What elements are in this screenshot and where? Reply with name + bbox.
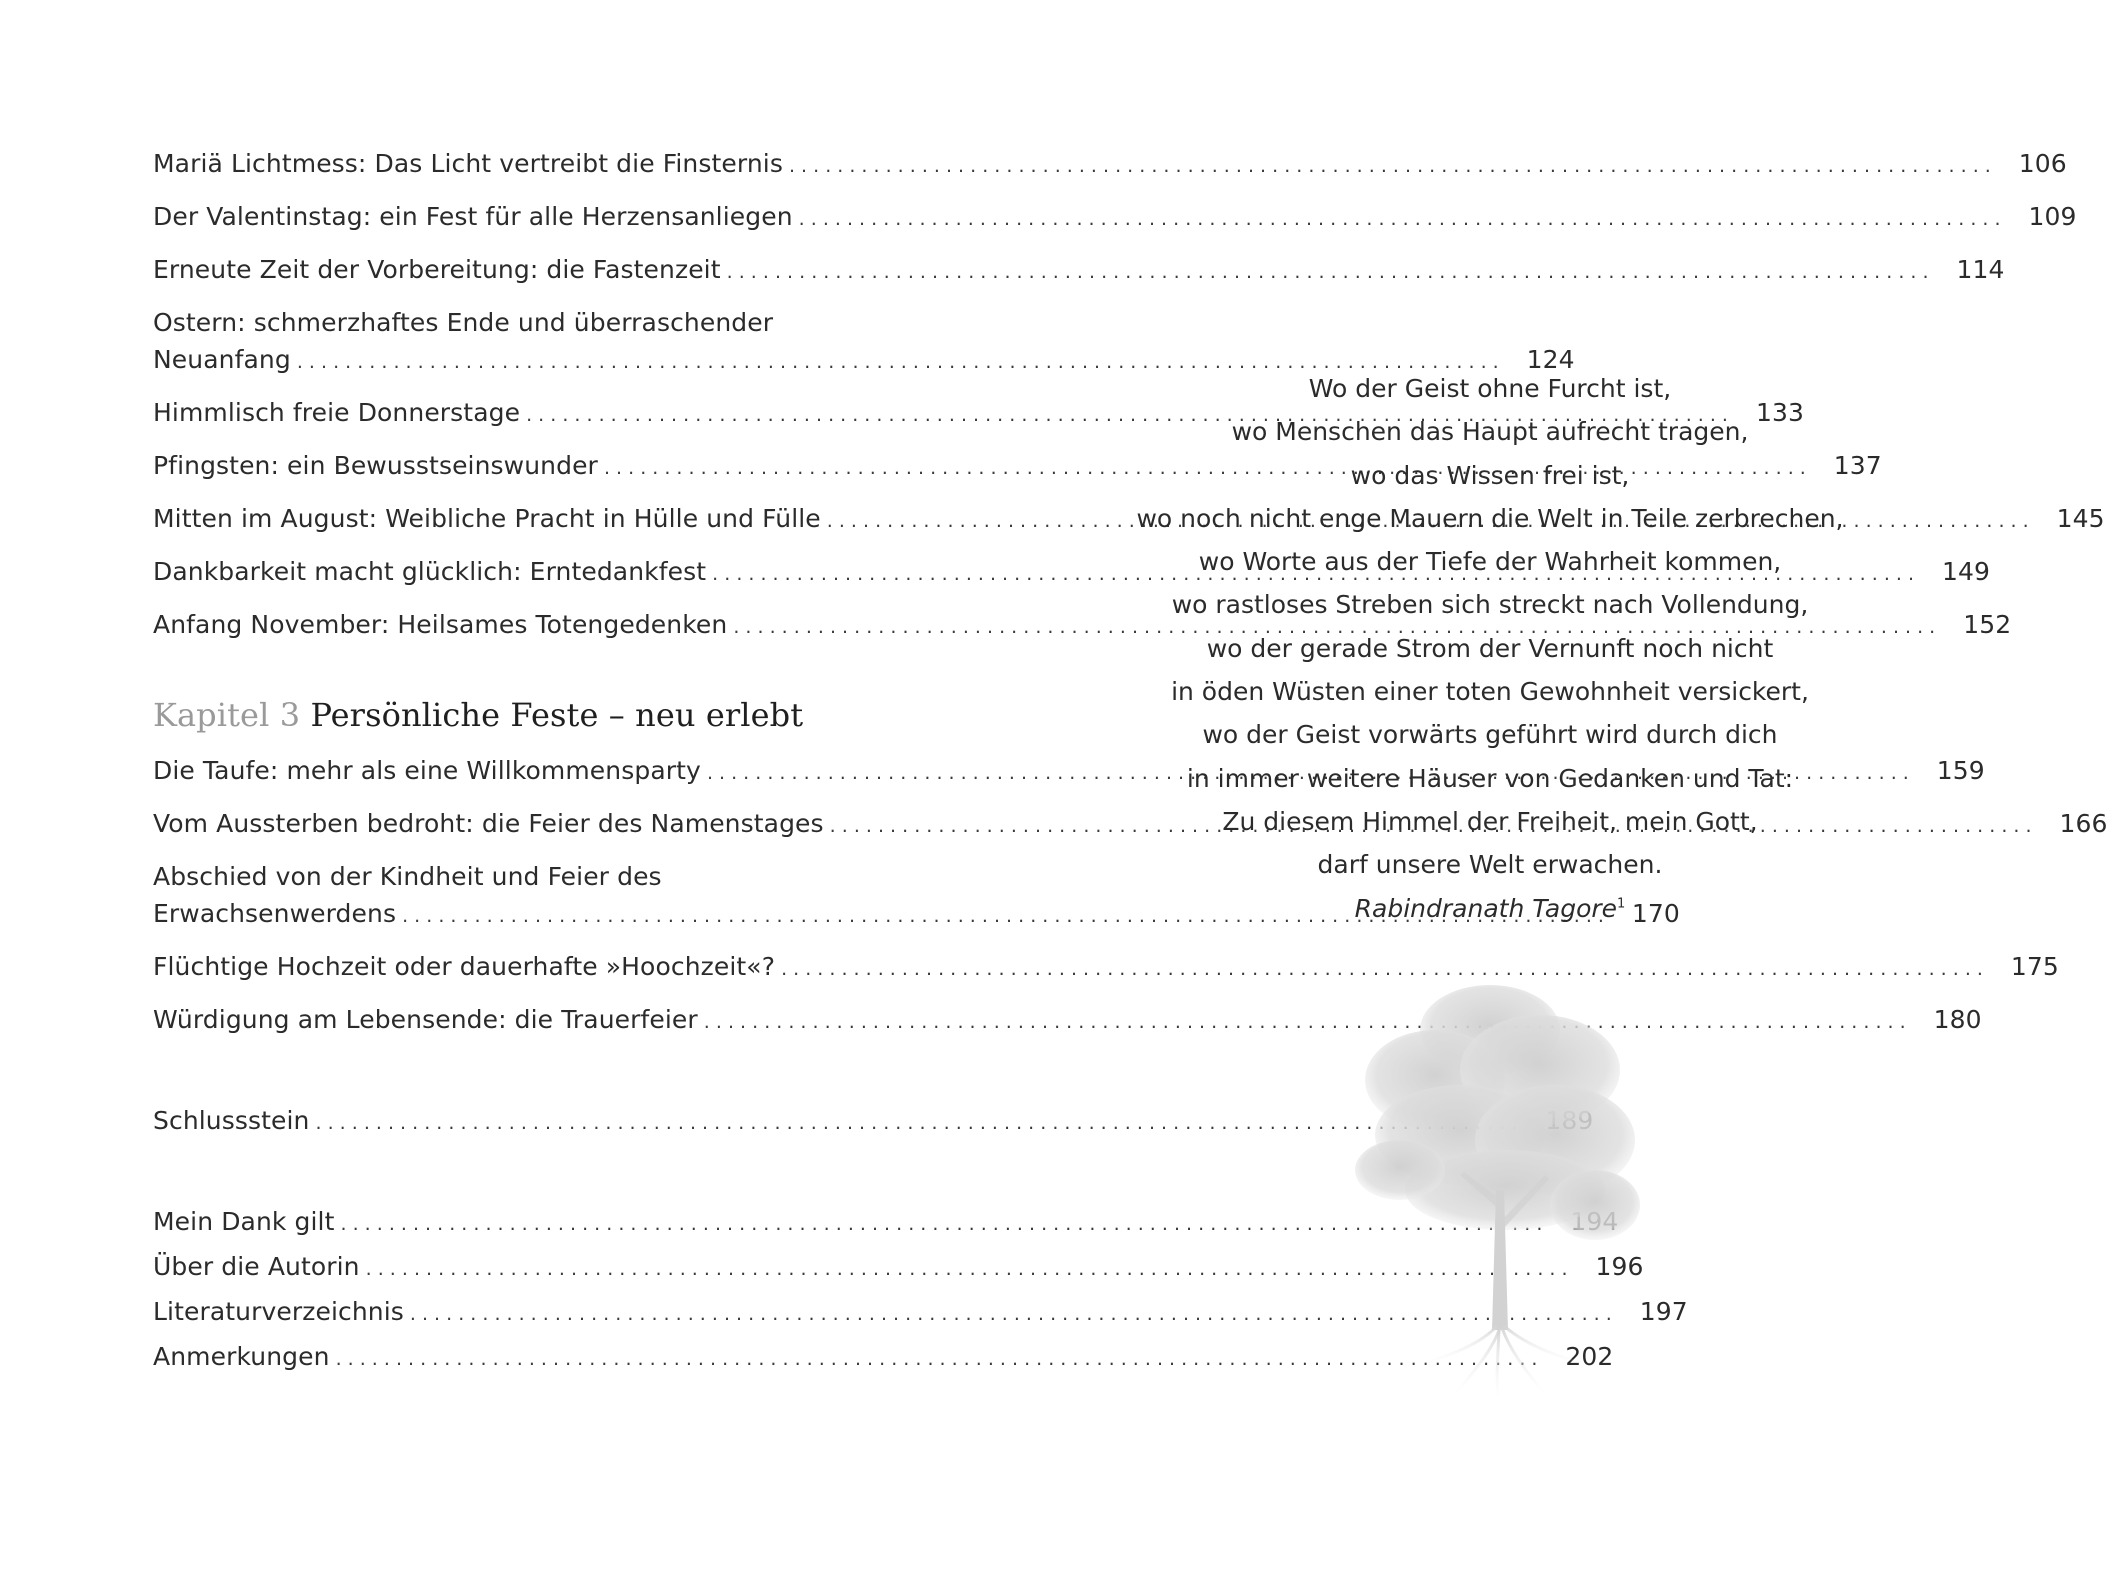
tree-roots — [1420, 1325, 1585, 1398]
poem-line: wo der Geist vorwärts geführt wird durch dich — [1202, 720, 1778, 750]
toc-entry-title-line2: Neuanfang — [153, 345, 291, 374]
toc-entry-title-line2: Erwachsenwerdens — [153, 899, 397, 928]
toc-leader-dots — [698, 1001, 1906, 1041]
toc-entry-page: 109 — [2028, 202, 2077, 231]
chapter-heading — [153, 695, 803, 735]
toc-entry[interactable] — [153, 606, 2012, 646]
poem-line: wo der gerade Strom der Vernunft noch nicht — [1206, 633, 1774, 663]
toc-entry-title: Pfingsten: ein Bewusstseinswunder — [153, 451, 598, 480]
toc-entry-title: Literaturverzeichnis — [153, 1297, 404, 1326]
poem-line: in immer weitere Häuser von Gedanken und Tat: — [1186, 763, 1794, 793]
toc-entry-page: 149 — [1942, 557, 1991, 586]
toc-entry[interactable] — [153, 251, 2005, 291]
toc-entry-page: 159 — [1936, 756, 1985, 785]
poem-line: darf unsere Welt erwachen. — [1317, 850, 1663, 880]
toc-entry[interactable] — [153, 1248, 1644, 1288]
poem-line: wo Menschen das Haupt aufrecht tragen, — [1231, 417, 1749, 447]
toc-entry-title: Mein Dank gilt — [153, 1207, 335, 1236]
toc-leader-dots — [783, 145, 1991, 185]
toc-entry-title: Mitten im August: Weibliche Pracht in Hülle und Fülle — [153, 504, 821, 533]
toc-entry-page: 133 — [1755, 398, 1804, 427]
poem-line: in öden Wüsten einer toten Gewohnheit versickert, — [1171, 677, 1809, 707]
toc-entry-page: 175 — [2010, 952, 2059, 981]
toc-entry-title: Über die Autorin — [153, 1252, 360, 1281]
toc-entry-title: Der Valentinstag: ein Fest für alle Herzensanliegen — [153, 202, 793, 231]
toc-entry-title: Dankbarkeit macht glücklich: Erntedankfest — [153, 557, 707, 586]
poem-line: wo rastloses Streben sich streckt nach Vollendung, — [1171, 590, 1809, 620]
toc-entry-page: 180 — [1933, 1005, 1982, 1034]
toc-entry-title: Schlussstein — [153, 1106, 310, 1135]
toc-entry[interactable] — [153, 1293, 1688, 1333]
toc-entry-page: 152 — [1963, 610, 2012, 639]
toc-entry-title: Erneute Zeit der Vorbereitung: die Fastenzeit — [153, 255, 721, 284]
toc-entry-page: 106 — [2018, 149, 2067, 178]
poem-line: wo das Wissen frei ist, — [1350, 460, 1630, 490]
toc-entry[interactable] — [153, 1338, 1614, 1378]
toc-entry[interactable] — [153, 948, 2059, 988]
toc-entry[interactable] — [153, 304, 1575, 381]
toc-leader-dots — [721, 251, 1929, 291]
toc-entry-title: Flüchtige Hochzeit oder dauerhafte »Hoochzeit«? — [153, 952, 776, 981]
toc-entry-title: Himmlisch freie Donnerstage — [153, 398, 521, 427]
toc-entry-title: Anmerkungen — [153, 1342, 330, 1371]
poem-line: Zu diesem Himmel der Freiheit, mein Gott, — [1222, 806, 1758, 836]
toc-entry-line2 — [153, 341, 1575, 381]
toc-entry-page: 197 — [1639, 1297, 1688, 1326]
toc-entry-page: 170 — [1631, 899, 1680, 928]
poem-author-name: Rabindranath Tagore — [1354, 893, 1618, 923]
poem-line: Wo der Geist ohne Furcht ist, — [1308, 374, 1672, 403]
epigraph-poem — [1110, 367, 1870, 930]
toc-entry[interactable] — [153, 198, 2077, 238]
toc-entry-page: 124 — [1526, 345, 1575, 374]
toc-entry-page: 166 — [2059, 809, 2108, 838]
toc-entry-title: Anfang November: Heilsames Totengedenken — [153, 610, 728, 639]
poem-author — [1110, 887, 1870, 930]
chapter-label: Kapitel 3 — [153, 696, 301, 734]
footnote-marker: 1 — [1617, 896, 1626, 912]
toc-entry[interactable] — [153, 1102, 887, 1142]
toc-entry[interactable] — [153, 1203, 887, 1243]
toc-entry-title: Würdigung am Lebensende: die Trauerfeier — [153, 1005, 698, 1034]
toc-entry[interactable] — [153, 145, 2067, 185]
toc-entry-title-line1: Ostern: schmerzhaftes Ende und überraschender — [153, 308, 774, 337]
poem-line: wo Worte aus der Tiefe der Wahrheit kommen, — [1198, 547, 1782, 577]
poem-line: wo noch nicht enge Mauern die Welt in Teile zerbrechen, — [1136, 503, 1844, 533]
toc-entry-page: 145 — [2056, 504, 2105, 533]
toc-entry-title-line1: Abschied von der Kindheit und Feier des — [153, 862, 662, 891]
tree-illustration — [1340, 960, 1660, 1400]
toc-leader-dots — [793, 198, 2001, 238]
toc-entry[interactable] — [153, 1001, 1982, 1041]
toc-entry-title: Die Taufe: mehr als eine Willkommensparty — [153, 756, 701, 785]
toc-entry-page: 137 — [1833, 451, 1882, 480]
toc-leader-dots — [310, 1102, 1518, 1142]
toc-entry-title: Vom Aussterben bedroht: die Feier des Namenstages — [153, 809, 824, 838]
toc-entry-page: 202 — [1565, 1342, 1614, 1371]
chapter-title: Persönliche Feste – neu erlebt — [310, 696, 804, 734]
toc-entry-page: 196 — [1595, 1252, 1644, 1281]
toc-entry-page: 114 — [1956, 255, 2005, 284]
toc-entry-title: Mariä Lichtmess: Das Licht vertreibt die Finsternis — [153, 149, 783, 178]
